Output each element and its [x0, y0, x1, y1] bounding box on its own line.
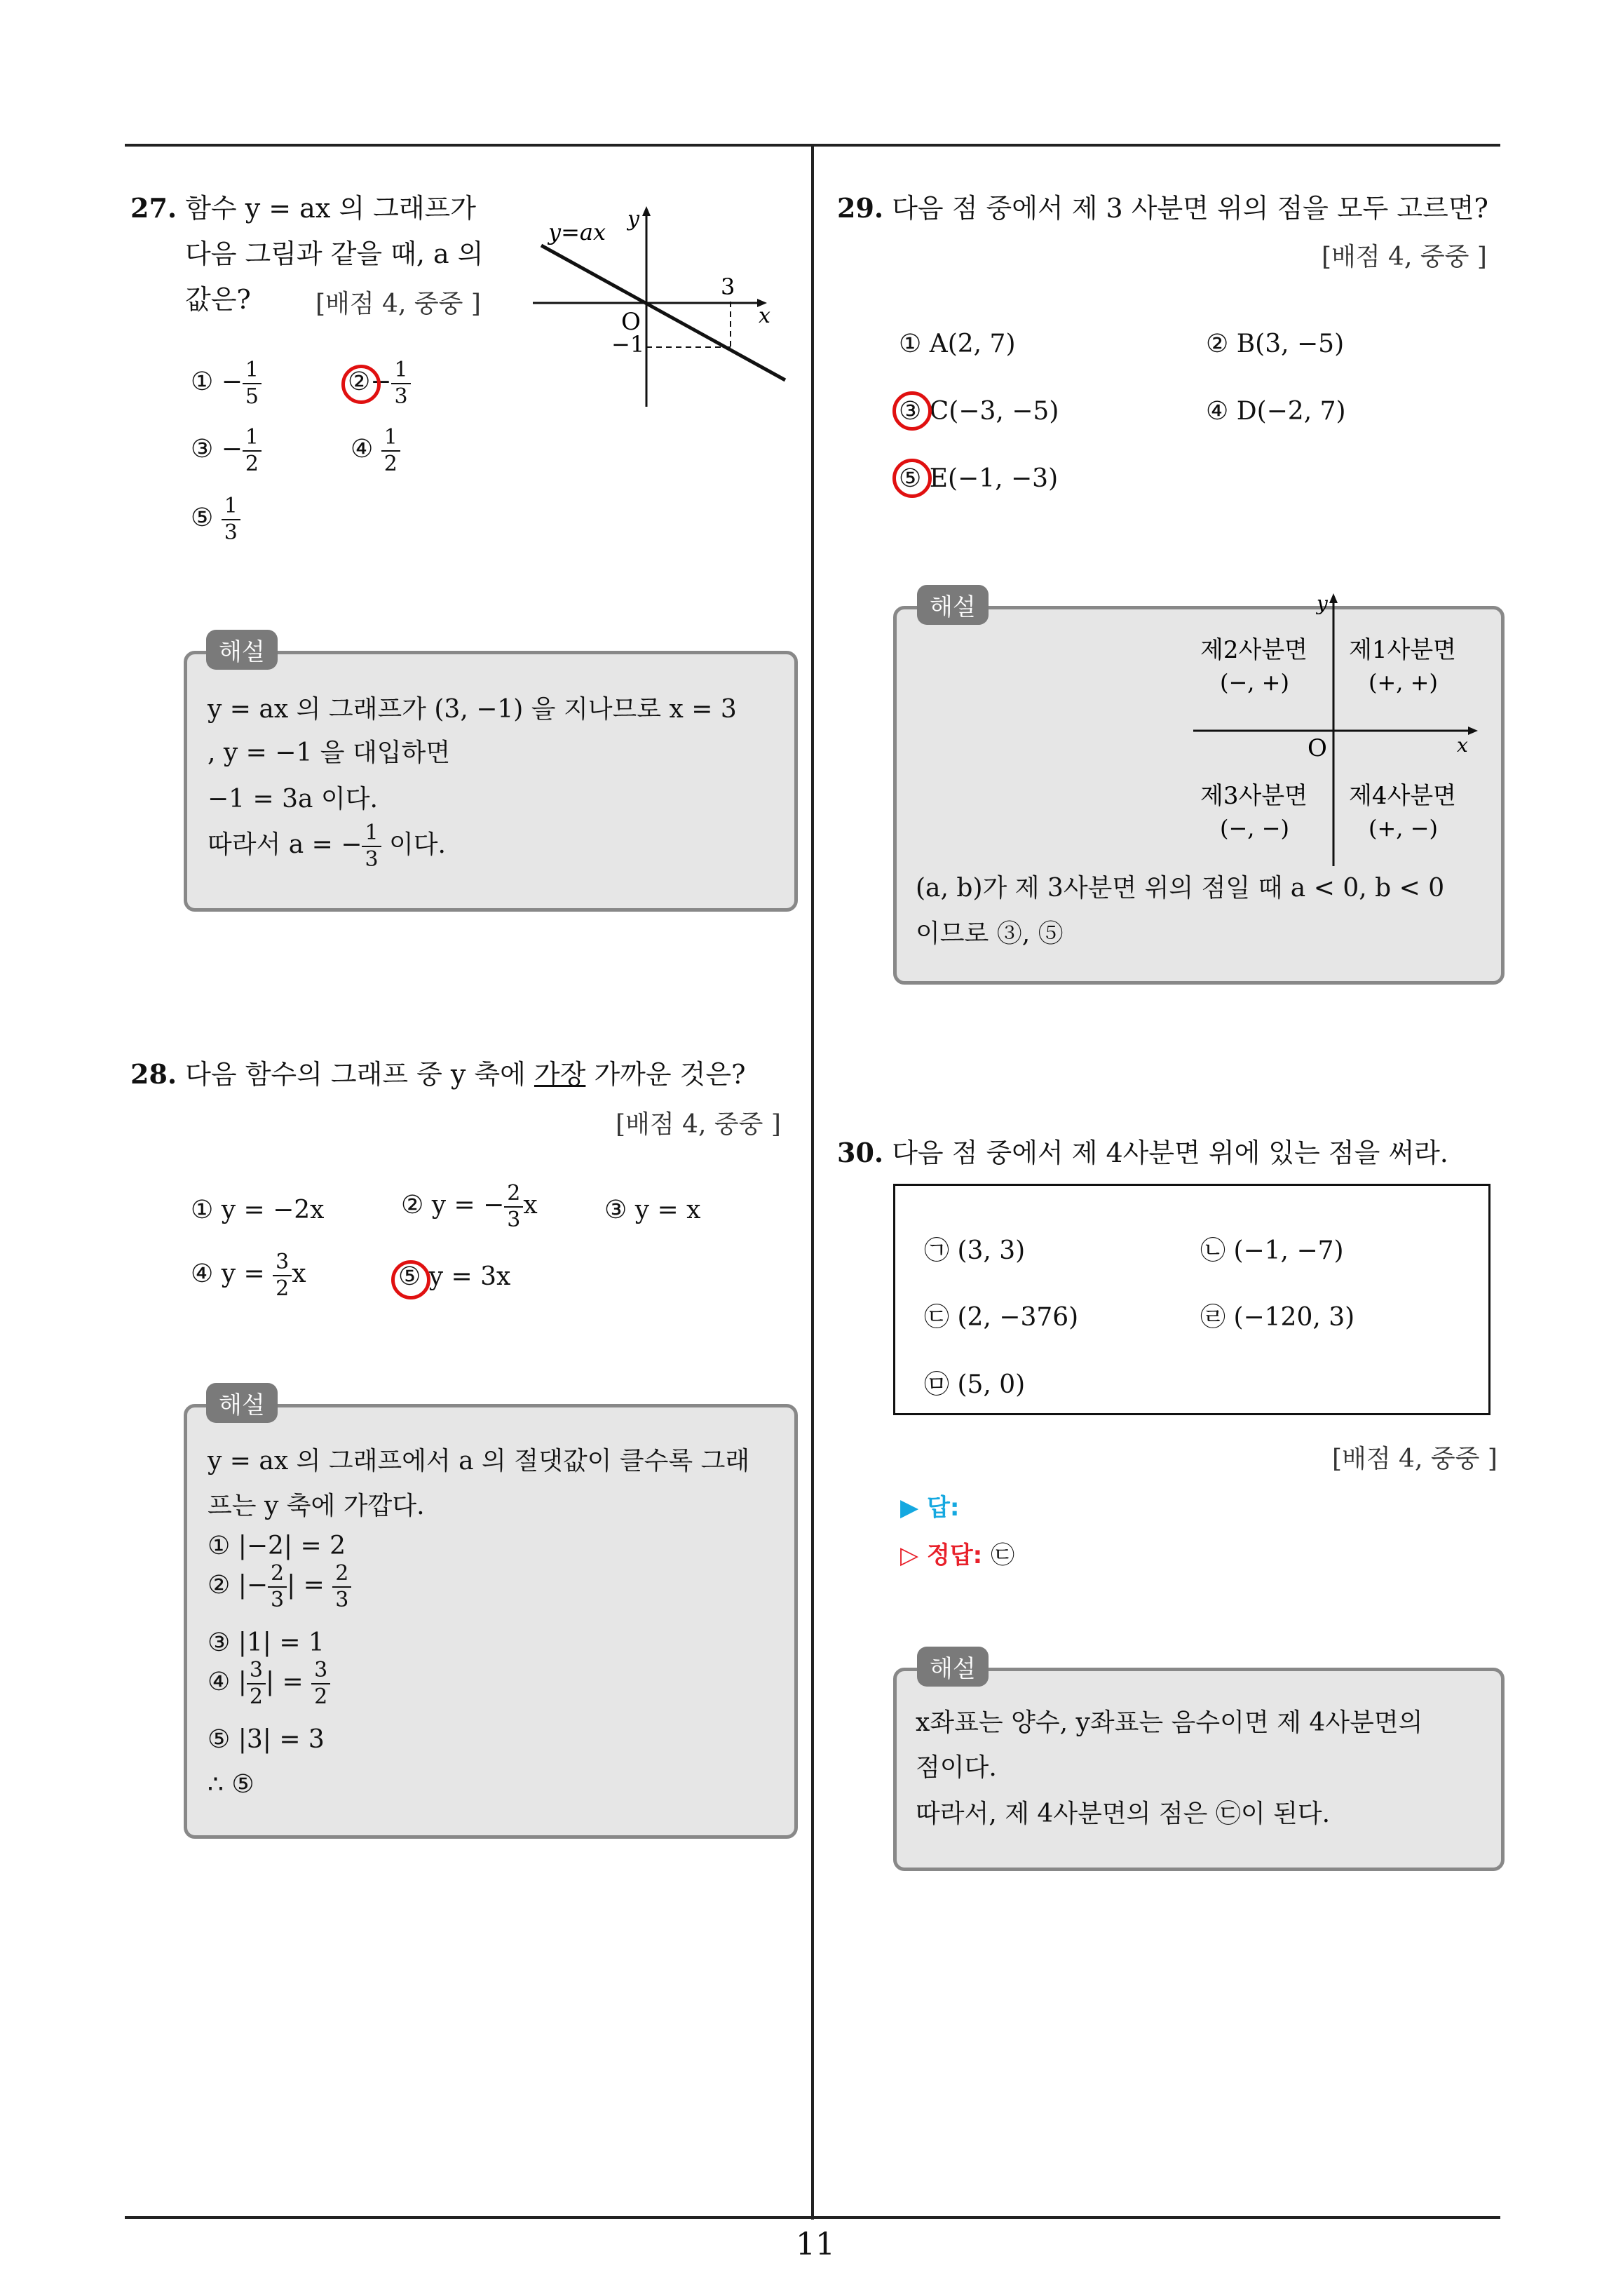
- solution-line: ③ |1| = 1: [208, 1628, 325, 1657]
- option-2[interactable]: ②− $\frac{1}{3}$: [348, 358, 411, 410]
- solution-line: ④ | $\frac{3}{2}$ | = $\frac{3}{2}$: [208, 1658, 330, 1710]
- option-4[interactable]: ④ y = $\frac{3}{2}$ x: [191, 1250, 306, 1301]
- question-number: 30.: [837, 1137, 884, 1168]
- item-e: ㉤ (5, 0): [924, 1370, 1026, 1399]
- question-30: 30. 다음 점 중에서 제 4사분면 위에 있는 점을 써라.: [837, 1137, 1448, 1168]
- quadrant-4-sign: (+, −): [1369, 815, 1438, 842]
- quadrant-2-label: 제2사분면: [1200, 636, 1308, 664]
- graph-line-label: y=ax: [548, 219, 606, 245]
- solution-line: x좌표는 양수, y좌표는 음수이면 제 4사분면의: [916, 1708, 1423, 1737]
- quadrant-2-sign: (−, +): [1220, 669, 1289, 696]
- x-axis-arrow: [1468, 727, 1478, 735]
- solution-line: (a, b)가 제 3사분면 위의 점일 때 a < 0, b < 0: [916, 874, 1445, 903]
- page-number: 11: [796, 2227, 835, 2262]
- solution-line: , y = −1 을 대입하면: [208, 738, 451, 767]
- graph-tick-x: 3: [721, 274, 735, 300]
- solution-line: ⑤ |3| = 3: [208, 1725, 325, 1754]
- correct-value: ㉢: [991, 1541, 1015, 1569]
- item-d: ㉣ (−120, 3): [1200, 1303, 1355, 1332]
- graph-x-label: x: [759, 304, 770, 328]
- answer-label: ▶ 답:: [900, 1494, 960, 1522]
- question-27-line3: 값은?: [185, 284, 251, 315]
- quadrant-1-sign: (+, +): [1369, 669, 1438, 696]
- column-divider: [811, 144, 814, 2220]
- line-y-ax: [541, 245, 785, 380]
- option-2[interactable]: ② y = − $\frac{2}{3}$ x: [401, 1181, 538, 1232]
- question-28: 28. 다음 함수의 그래프 중 y 축에 가장 가까운 것은?: [130, 1058, 746, 1090]
- answer-row: [900, 1536, 1014, 1570]
- bottom-rule: [125, 2216, 1500, 2219]
- question-number: 27.: [130, 192, 177, 224]
- option-1[interactable]: ① y = −2x: [191, 1196, 325, 1224]
- solution-line: 이므로 ③, ⑤: [916, 919, 1064, 948]
- score-meta: [배점 4, 중중 ]: [315, 290, 481, 318]
- solution-tag: 해설: [917, 1647, 989, 1687]
- solution-line: 따라서 a = − $\frac{1}{3}$ 이다.: [208, 821, 446, 872]
- item-b: ㉡ (−1, −7): [1200, 1236, 1344, 1265]
- solution-line: ∴ ⑤: [208, 1770, 254, 1799]
- score-meta: [배점 4, 중중 ]: [1332, 1445, 1498, 1473]
- correct-label: ▷ 정답:: [900, 1541, 983, 1569]
- answer-circle-mark: [892, 391, 932, 431]
- score-meta: [배점 4, 중중 ]: [616, 1110, 781, 1139]
- quadrant-3-label: 제3사분면: [1200, 782, 1308, 810]
- quadrant-3-sign: (−, −): [1220, 815, 1289, 842]
- solution-line: 따라서, 제 4사분면의 점은 ㉢이 된다.: [916, 1799, 1331, 1828]
- answer-circle-mark: [892, 459, 932, 498]
- solution-tag: 해설: [206, 630, 278, 670]
- solution-tag: 해설: [917, 585, 989, 625]
- quadrant-diagram: [1192, 589, 1486, 870]
- score-meta: [배점 4, 중중 ]: [1322, 243, 1487, 271]
- question-number: 28.: [130, 1058, 177, 1090]
- option-4[interactable]: ④ D(−2, 7): [1206, 397, 1346, 426]
- solution-line: ② |− $\frac{2}{3}$ | = $\frac{2}{3}$: [208, 1561, 351, 1613]
- solution-line: −1 = 3a 이다.: [208, 785, 378, 813]
- question-27: [130, 186, 476, 231]
- y-label: y: [1317, 592, 1328, 615]
- option-3[interactable]: ③ y = x: [604, 1196, 701, 1224]
- question-27-line2: 다음 그림과 같을 때, a 의: [185, 238, 484, 269]
- option-1[interactable]: ① A(2, 7): [899, 330, 1016, 358]
- quadrant-1-label: 제1사분면: [1349, 636, 1457, 664]
- x-label: x: [1457, 734, 1468, 757]
- solution-line: y = ax 의 그래프가 (3, −1) 을 지나므로 x = 3: [208, 695, 737, 724]
- q27-graph: [533, 196, 799, 414]
- origin-label: O: [1308, 734, 1327, 762]
- answer-circle-mark: [391, 1260, 430, 1299]
- option-3[interactable]: ③ − $\frac{1}{2}$: [191, 425, 262, 477]
- option-5[interactable]: ⑤ E(−1, −3): [899, 464, 1059, 493]
- solution-line: 점이다.: [916, 1753, 997, 1782]
- y-axis-arrow: [1329, 593, 1338, 603]
- solution-line: y = ax 의 그래프에서 a 의 절댓값이 클수록 그래: [208, 1447, 750, 1475]
- graph-origin: O: [621, 308, 641, 336]
- question-29: 29. 다음 점 중에서 제 3 사분면 위의 점을 모두 고르면?: [837, 192, 1488, 224]
- graph-y-label: y: [627, 207, 639, 231]
- item-c: ㉢ (2, −376): [924, 1303, 1079, 1332]
- quadrant-4-label: 제4사분면: [1349, 782, 1457, 810]
- answer-circle-mark: [341, 365, 381, 404]
- y-axis-arrow: [642, 206, 651, 216]
- option-1[interactable]: ① − $\frac{1}{5}$: [191, 358, 262, 410]
- question-number: 29.: [837, 192, 884, 224]
- question-text: 함수 y = ax 의 그래프가: [185, 193, 476, 224]
- option-4[interactable]: ④ $\frac{1}{2}$: [351, 425, 400, 477]
- option-5[interactable]: ⑤ y = 3x: [398, 1262, 511, 1291]
- option-3[interactable]: ③ C(−3, −5): [899, 397, 1059, 426]
- item-a: ㉠ (3, 3): [924, 1236, 1026, 1265]
- option-2[interactable]: ② B(3, −5): [1206, 330, 1345, 358]
- option-5[interactable]: ⑤ $\frac{1}{3}$: [191, 494, 240, 546]
- solution-line: 프는 y 축에 가깝다.: [208, 1492, 425, 1520]
- graph-tick-y: −1: [611, 331, 645, 358]
- solution-line: ① |−2| = 2: [208, 1532, 346, 1560]
- solution-tag: 해설: [206, 1383, 278, 1423]
